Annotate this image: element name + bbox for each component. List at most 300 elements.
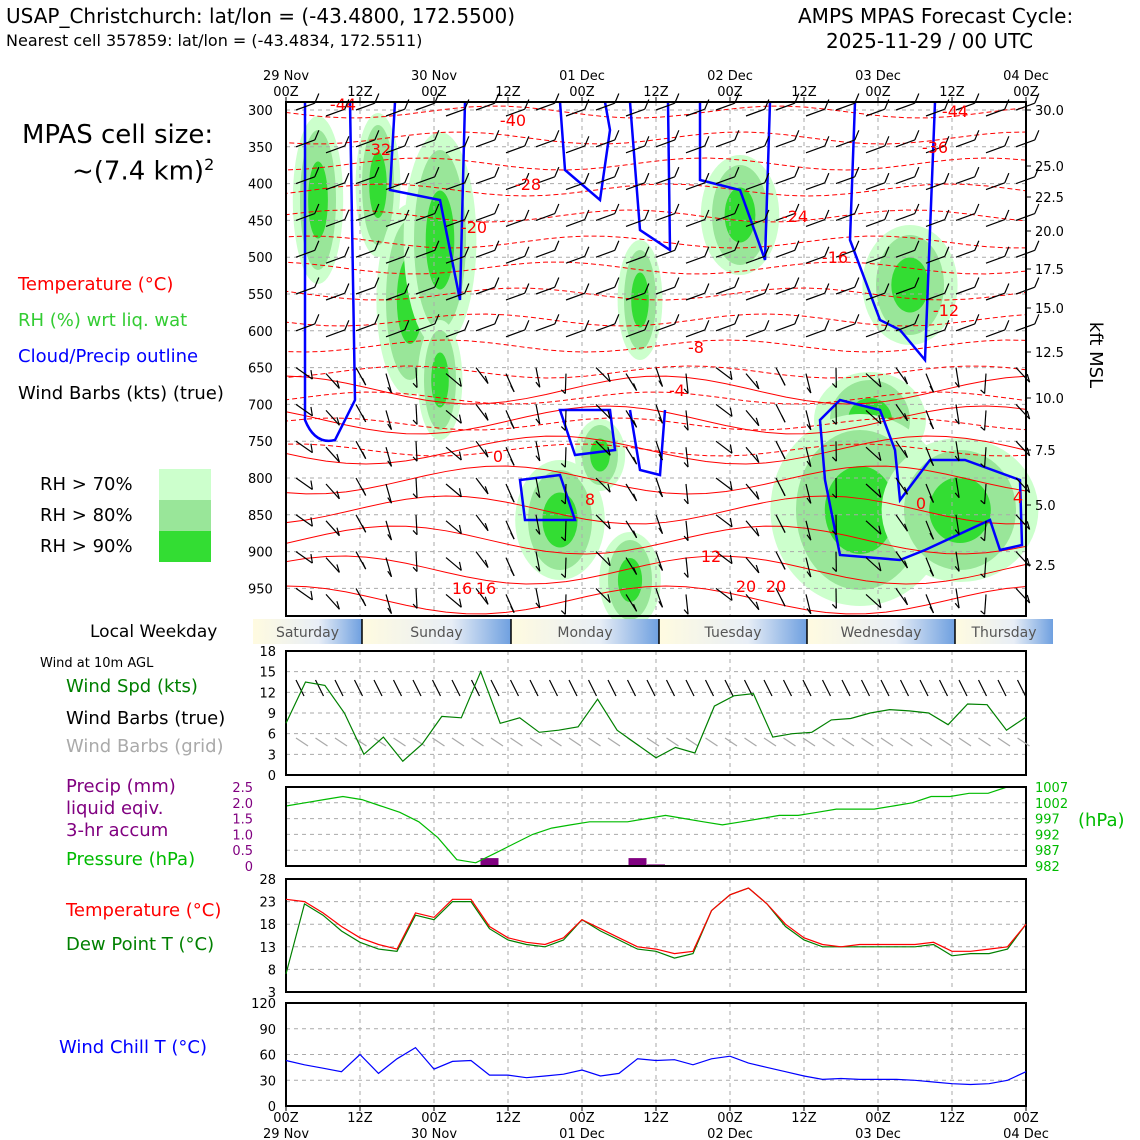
bottom-hour-label: 00Z [865,1111,891,1126]
wind-barb [776,324,795,331]
wind-barb [776,177,795,184]
temperature-contour-label: 0 [492,447,504,466]
wind-barb-flag [981,611,985,615]
pressure-tick-label: 987 [1035,844,1060,860]
wind-barb-flag [675,241,679,251]
legend-rh: RH (%) wrt liq. wat [18,310,188,331]
wind-barb [476,177,495,184]
wind-barb [506,146,525,153]
height-tick-label: 10.0 [1035,392,1064,407]
bottom-hour-label: 12Z [939,1111,965,1126]
wind-barb [956,324,975,331]
wind-barb [476,552,488,568]
bottom-hour-label: 12Z [347,1111,373,1126]
wind-barb-grid [335,738,347,746]
temperature-contour-label: -16 [821,248,849,267]
pressure-unit-label: (hPa) [1078,810,1125,831]
top-date-label: 03 Dec [855,69,901,84]
height-tick-label: 15.0 [1035,302,1064,317]
wind-barb [416,515,417,535]
wind-barb-true [628,680,636,696]
wind-barb [836,103,855,110]
wind-barb [716,140,735,147]
wind-barb-flag [615,167,619,177]
wind-barb-flag [585,320,589,330]
wind-barb [596,177,615,184]
wind-barb-flag [705,247,709,257]
wind-barb-grid [920,738,932,746]
precip-accum-label: 3-hr accum [66,820,169,841]
precip-tick-label: 2.0 [232,796,253,812]
wind-barb-grid [842,738,854,746]
wind-barb-true [335,680,343,696]
windchill-tick-label: 90 [259,1022,276,1038]
wind-barb-true [491,680,499,696]
wind-barb-flag [362,489,365,496]
temperature-contour-label: 4 [1012,488,1024,507]
wind-barb-true [920,680,928,696]
wind-barb-flag [1035,241,1039,251]
temperature-contour-label: -36 [921,138,949,157]
weekday-label: Monday [557,625,613,641]
wind-barb-true [979,680,987,696]
wind-barb [536,250,555,257]
wind-barb-flag [465,320,469,330]
wind-barb [776,250,795,257]
wind-barb-flag [735,314,739,324]
wind-barb [866,146,885,153]
forecast-cycle-date: 2025-11-29 / 00 UTC [826,29,1034,53]
top-hour-label: 00Z [865,85,891,100]
wind-barb [506,256,525,263]
wind-barb-flag [1035,130,1039,140]
wind-barb-flag [585,173,589,183]
temperature-tick-label: 23 [259,895,276,911]
wind-barb-flag [525,247,529,257]
top-date-label: 29 Nov [262,69,310,84]
station-title: USAP_Christchurch: lat/lon = (-43.4800, 172.5500) [6,4,516,28]
wind-barb-flag [615,314,619,324]
wind-barb-grid [296,738,308,746]
wind-barb [565,594,566,614]
wind-barb-grid [569,738,581,746]
pressure-tick-label: 950 [248,582,273,598]
rh-70-label: RH > 70% [40,474,133,495]
weekday-label: Thursday [971,625,1037,641]
wind-barb [296,441,312,452]
top-date-label: 04 Dec [1003,69,1049,84]
wind-barb [386,594,392,613]
wind-barbs-grid-label: Wind Barbs (grid) [66,736,224,757]
wind-barb-flag [362,562,365,569]
wind-barb [596,250,615,257]
wind-barb [656,140,675,147]
weekday-label: Wednesday [840,625,922,641]
bottom-hour-label: 12Z [643,1111,669,1126]
wind-spd-label: Wind Spd (kts) [66,676,198,697]
windchill-tick-label: 0 [267,1100,276,1115]
wind-barb [985,410,986,430]
wind-barb-grid [667,738,679,746]
wind-barb [866,183,885,190]
bottom-hour-label: 00Z [421,1111,447,1126]
wind-barb-flag [765,284,769,294]
wind-barb-flag [555,278,559,288]
wind-barb-flag [735,278,739,288]
wind-barb [776,140,795,147]
wind-barb [506,220,525,227]
height-tick-label: 12.5 [1035,346,1064,361]
wind-barb [985,594,986,614]
wind-speed-tick-label: 6 [267,727,276,743]
wind-barb-flag [495,278,499,288]
wind-barb [536,324,555,331]
wind-barb-true [667,680,675,696]
wind-barb-true [940,680,948,696]
precip-tick-label: 2.5 [232,781,253,796]
wind-barb-flag [345,210,349,220]
top-hour-label: 00Z [273,85,299,100]
pressure-tick-label: 800 [248,472,273,487]
wind-barb-flag [1005,320,1009,330]
height-tick-label: 22.5 [1035,191,1064,206]
wind-barb [986,330,1005,337]
wind-barb-flag [555,204,559,214]
top-hour-label: 12Z [495,85,521,100]
wind-barb-flag [495,241,499,251]
wind-barb-flag [615,278,619,288]
wind-barb-flag [315,314,319,324]
wind-barb-grid [452,738,464,746]
nearest-cell-line: Nearest cell 357859: lat/lon = (-43.4834, 172.5511) [6,31,423,50]
wind-barb-flag [782,452,785,459]
windchill-label: Wind Chill T (°C) [59,1037,207,1058]
pressure-tick-label: 982 [1035,860,1060,875]
wind-barb [506,293,525,300]
wind-barb-flag [795,167,799,177]
pressure-tick-label: 997 [1035,812,1060,828]
wind-barb-flag [765,320,769,330]
bottom-date-label: 01 Dec [559,1127,605,1140]
wind-speed-tick-label: 0 [267,769,276,784]
wind-barb-flag [555,241,559,251]
wind-barb-grid [394,738,406,746]
temperature-contour-label: -4 [669,381,685,400]
wind-barb-flag [345,247,349,257]
top-date-label: 01 Dec [559,69,605,84]
temperature-contour-label: 0 [915,494,927,513]
windchill-tick-label: 30 [259,1074,276,1090]
pressure-tick-label: 300 [248,104,273,119]
temperature-contour-label: -28 [514,175,542,194]
height-axis-label: kft MSL [1085,321,1106,389]
wind-barb-true [881,680,889,696]
temperature-tick-label: 18 [259,918,276,934]
wind-barb-flag [855,241,859,251]
temperature-contour-label: -44 [941,102,969,121]
rh-90-region [369,152,387,218]
wind-barb-flag [915,204,919,214]
wind-barb [386,410,392,429]
wind-barb-flag [615,241,619,251]
wind-barb-flag [975,314,979,324]
legend-wind-barbs: Wind Barbs (kts) (true) [18,383,224,404]
wind-barb [416,588,417,608]
wind-barb [356,287,375,294]
wind-barb-flag [511,569,514,575]
wind-barb-flag [1005,173,1009,183]
wind-barb-flag [825,136,829,146]
precip-label: Precip (mm) [66,776,176,797]
wind-barb-flag [645,210,649,220]
weekday-label: Sunday [410,625,463,641]
wind-barb-flag [981,390,985,394]
wind-barb [476,324,495,331]
wind-barb-true [394,680,402,696]
forecast-cycle-label: AMPS MPAS Forecast Cycle: [798,4,1074,28]
wind-barb-true [530,680,538,696]
wind-barb-flag [585,247,589,257]
temperature-contour-label: -8 [688,338,704,357]
temperature-contour-label: 8 [584,490,596,509]
bottom-hour-label: 12Z [791,1111,817,1126]
wind-barb-flag [981,427,985,431]
bottom-date-label: 29 Nov [262,1127,310,1140]
wind-barb-grid [686,738,698,746]
wind-barb [416,404,417,424]
wind-barb-flag [705,320,709,330]
wind-barb-flag [405,100,409,110]
wind-barb-flag [345,320,349,330]
wind-speed-tick-label: 12 [259,686,276,702]
rh-90-region [891,258,928,313]
temperature-contour-label: 20 [765,577,787,596]
top-date-label: 02 Dec [707,69,753,84]
wind-barb-flag [675,167,679,177]
wind-barb-flag [362,378,365,385]
wind-barb-flag [495,167,499,177]
wind-barb [716,324,735,331]
wind-barb-grid [764,738,776,746]
wind-barb-flag [362,415,365,422]
wind-barb [985,374,986,394]
wind-barb [565,558,566,578]
wind-barb-flag [975,167,979,177]
wind-barb [476,404,488,420]
wind-barb [296,478,312,489]
wind-barb-flag [405,136,409,146]
wind-speed-tick-label: 15 [259,665,276,681]
wind-barb-flag [885,173,889,183]
wind-barb-grid [784,738,796,746]
weekday-label: Tuesday [704,625,762,641]
temperature-tick-label: 28 [259,873,276,888]
precip-bar [629,858,647,866]
wind-barb-true [998,680,1006,696]
wind-barb-grid [608,738,620,746]
wind-barb-flag [1005,136,1009,146]
height-tick-label: 30.0 [1035,104,1064,119]
local-weekday-label: Local Weekday [90,622,218,642]
wind-barb-flag [945,173,949,183]
wind-barb-flag [585,100,589,110]
wind-barb-flag [585,210,589,220]
wind-barb-flag [615,204,619,214]
wind-barb [746,293,765,300]
temperature-contour-label: -40 [499,111,527,130]
bottom-hour-label: 00Z [273,1111,299,1126]
wind-barb-grid [862,738,874,746]
temperature-contour-label: 16 [451,579,473,598]
wind-barb-grid [647,738,659,746]
wind-barb-flag [465,136,469,146]
wind-barb-grid [998,738,1010,746]
wind-barb-true [823,680,831,696]
wind-barb-grid [881,738,893,746]
wind-barb-flag [825,284,829,294]
height-tick-label: 2.5 [1035,559,1056,574]
cell-size-value: ~(7.4 km)$^2$ [72,155,215,187]
wind-barb [956,177,975,184]
top-hour-label: 00Z [717,85,743,100]
wind-barb [746,146,765,153]
wind-barb-flag [1035,278,1039,288]
wind-barb [565,447,566,467]
wind-barb-grid [823,738,835,746]
wind-barb [836,324,855,331]
wind-barb-true [901,680,909,696]
pressure-tick-label: 650 [248,361,273,377]
wind-barb-grid [530,738,542,746]
precip-tick-label: 0.5 [232,844,253,860]
top-hour-label: 12Z [643,85,669,100]
wind-barb [956,250,975,257]
wind-barb [476,250,495,257]
bottom-hour-label: 00Z [569,1111,595,1126]
wind-barb [656,214,675,221]
wind-barb [896,177,915,184]
wind-barb-grid [901,738,913,746]
temperature-label: Temperature (°C) [66,900,222,921]
wind-barb-true [706,680,714,696]
wind-barb-flag [585,136,589,146]
wind-barb-true [569,680,577,696]
wind-barb-flag [511,533,514,539]
wind-barb-true [589,680,597,696]
top-hour-label: 12Z [939,85,965,100]
rh-90-label: RH > 90% [40,536,133,557]
wind-barb-flag [345,136,349,146]
wind-barb-flag [362,525,365,532]
wind-barb-true [842,680,850,696]
wind-barb [896,214,915,221]
wind-barb-flag [495,204,499,214]
wind-barb-flag [525,210,529,220]
wind-barb [836,140,855,147]
wind-barb [986,256,1005,263]
wind-barb [296,588,312,599]
rh-90-region [308,162,328,239]
wind-barb [386,484,392,503]
wind-barb-flag [782,379,785,386]
precip-liquid-label: liquid eqiv. [66,798,164,819]
wind-barb-true [862,680,870,696]
wind-barb-flag [705,136,709,146]
wind-barb-grid [550,738,562,746]
pressure-tick-label: 1007 [1035,781,1069,796]
wind10m-label: Wind at 10m AGL [40,656,154,671]
wind-barb-grid [316,738,328,746]
wind-barb [626,146,645,153]
wind-barb-flag [782,415,785,422]
pressure-tick-label: 450 [248,214,273,230]
temperature-contour-label: 16 [475,579,497,598]
wind-barb-flag [885,100,889,110]
wind-barb-flag [645,100,649,110]
precip-tick-label: 1.5 [232,812,253,828]
wind-barb-flag [525,136,529,146]
temperature-contour-label: -24 [781,207,809,226]
height-tick-label: 7.5 [1035,444,1056,459]
pressure-tick-label: 550 [248,288,273,303]
wind-barb-flag [915,167,919,177]
wind-barb [536,140,555,147]
wind-barb-grid [374,738,386,746]
pressure-tick-label: 400 [248,177,273,193]
wind-barb [565,374,566,394]
wind-barb [476,368,488,384]
wind-barb [446,484,461,497]
pressure-tick-label: 500 [248,251,273,267]
wind-barb-flag [405,173,409,183]
wind-speed-tick-label: 18 [259,645,276,660]
top-hour-label: 12Z [791,85,817,100]
wind-barb-grid [472,738,484,746]
wind-barb-flag [675,278,679,288]
temperature-contour-label: 20 [735,577,757,596]
wind-barb [716,287,735,294]
bottom-hour-label: 00Z [1013,1111,1039,1126]
cloud-outline [630,102,670,250]
wind-barb-true [764,680,772,696]
wind-barb [356,103,375,110]
wind-barb [866,220,885,227]
wind-barb [656,515,663,534]
wind-barb-flag [825,100,829,110]
wind-barb [956,287,975,294]
wind-barb-flag [645,173,649,183]
precip-tick-label: 0 [244,860,253,875]
wind-barb-true [316,680,324,696]
wind-barb-flag [555,314,559,324]
pressure-tick-label: 700 [248,398,273,414]
top-hour-label: 00Z [569,85,595,100]
precip-tick-label: 1.0 [232,828,253,844]
windchill-tick-label: 60 [259,1048,276,1064]
pressure-label: Pressure (hPa) [66,849,196,870]
wind-barb [416,441,417,461]
bottom-date-label: 30 Nov [410,1127,458,1140]
temperature-contour-label: -12 [932,301,960,320]
pressure-tick-label: 992 [1035,828,1060,844]
wind-barb-true [784,680,792,696]
wind-barb-true [550,680,558,696]
rh-90-region [590,439,610,472]
wind-barb [596,214,615,221]
wind-barb-grid [745,738,757,746]
wind-barb [416,103,435,110]
wind-barb [836,287,855,294]
